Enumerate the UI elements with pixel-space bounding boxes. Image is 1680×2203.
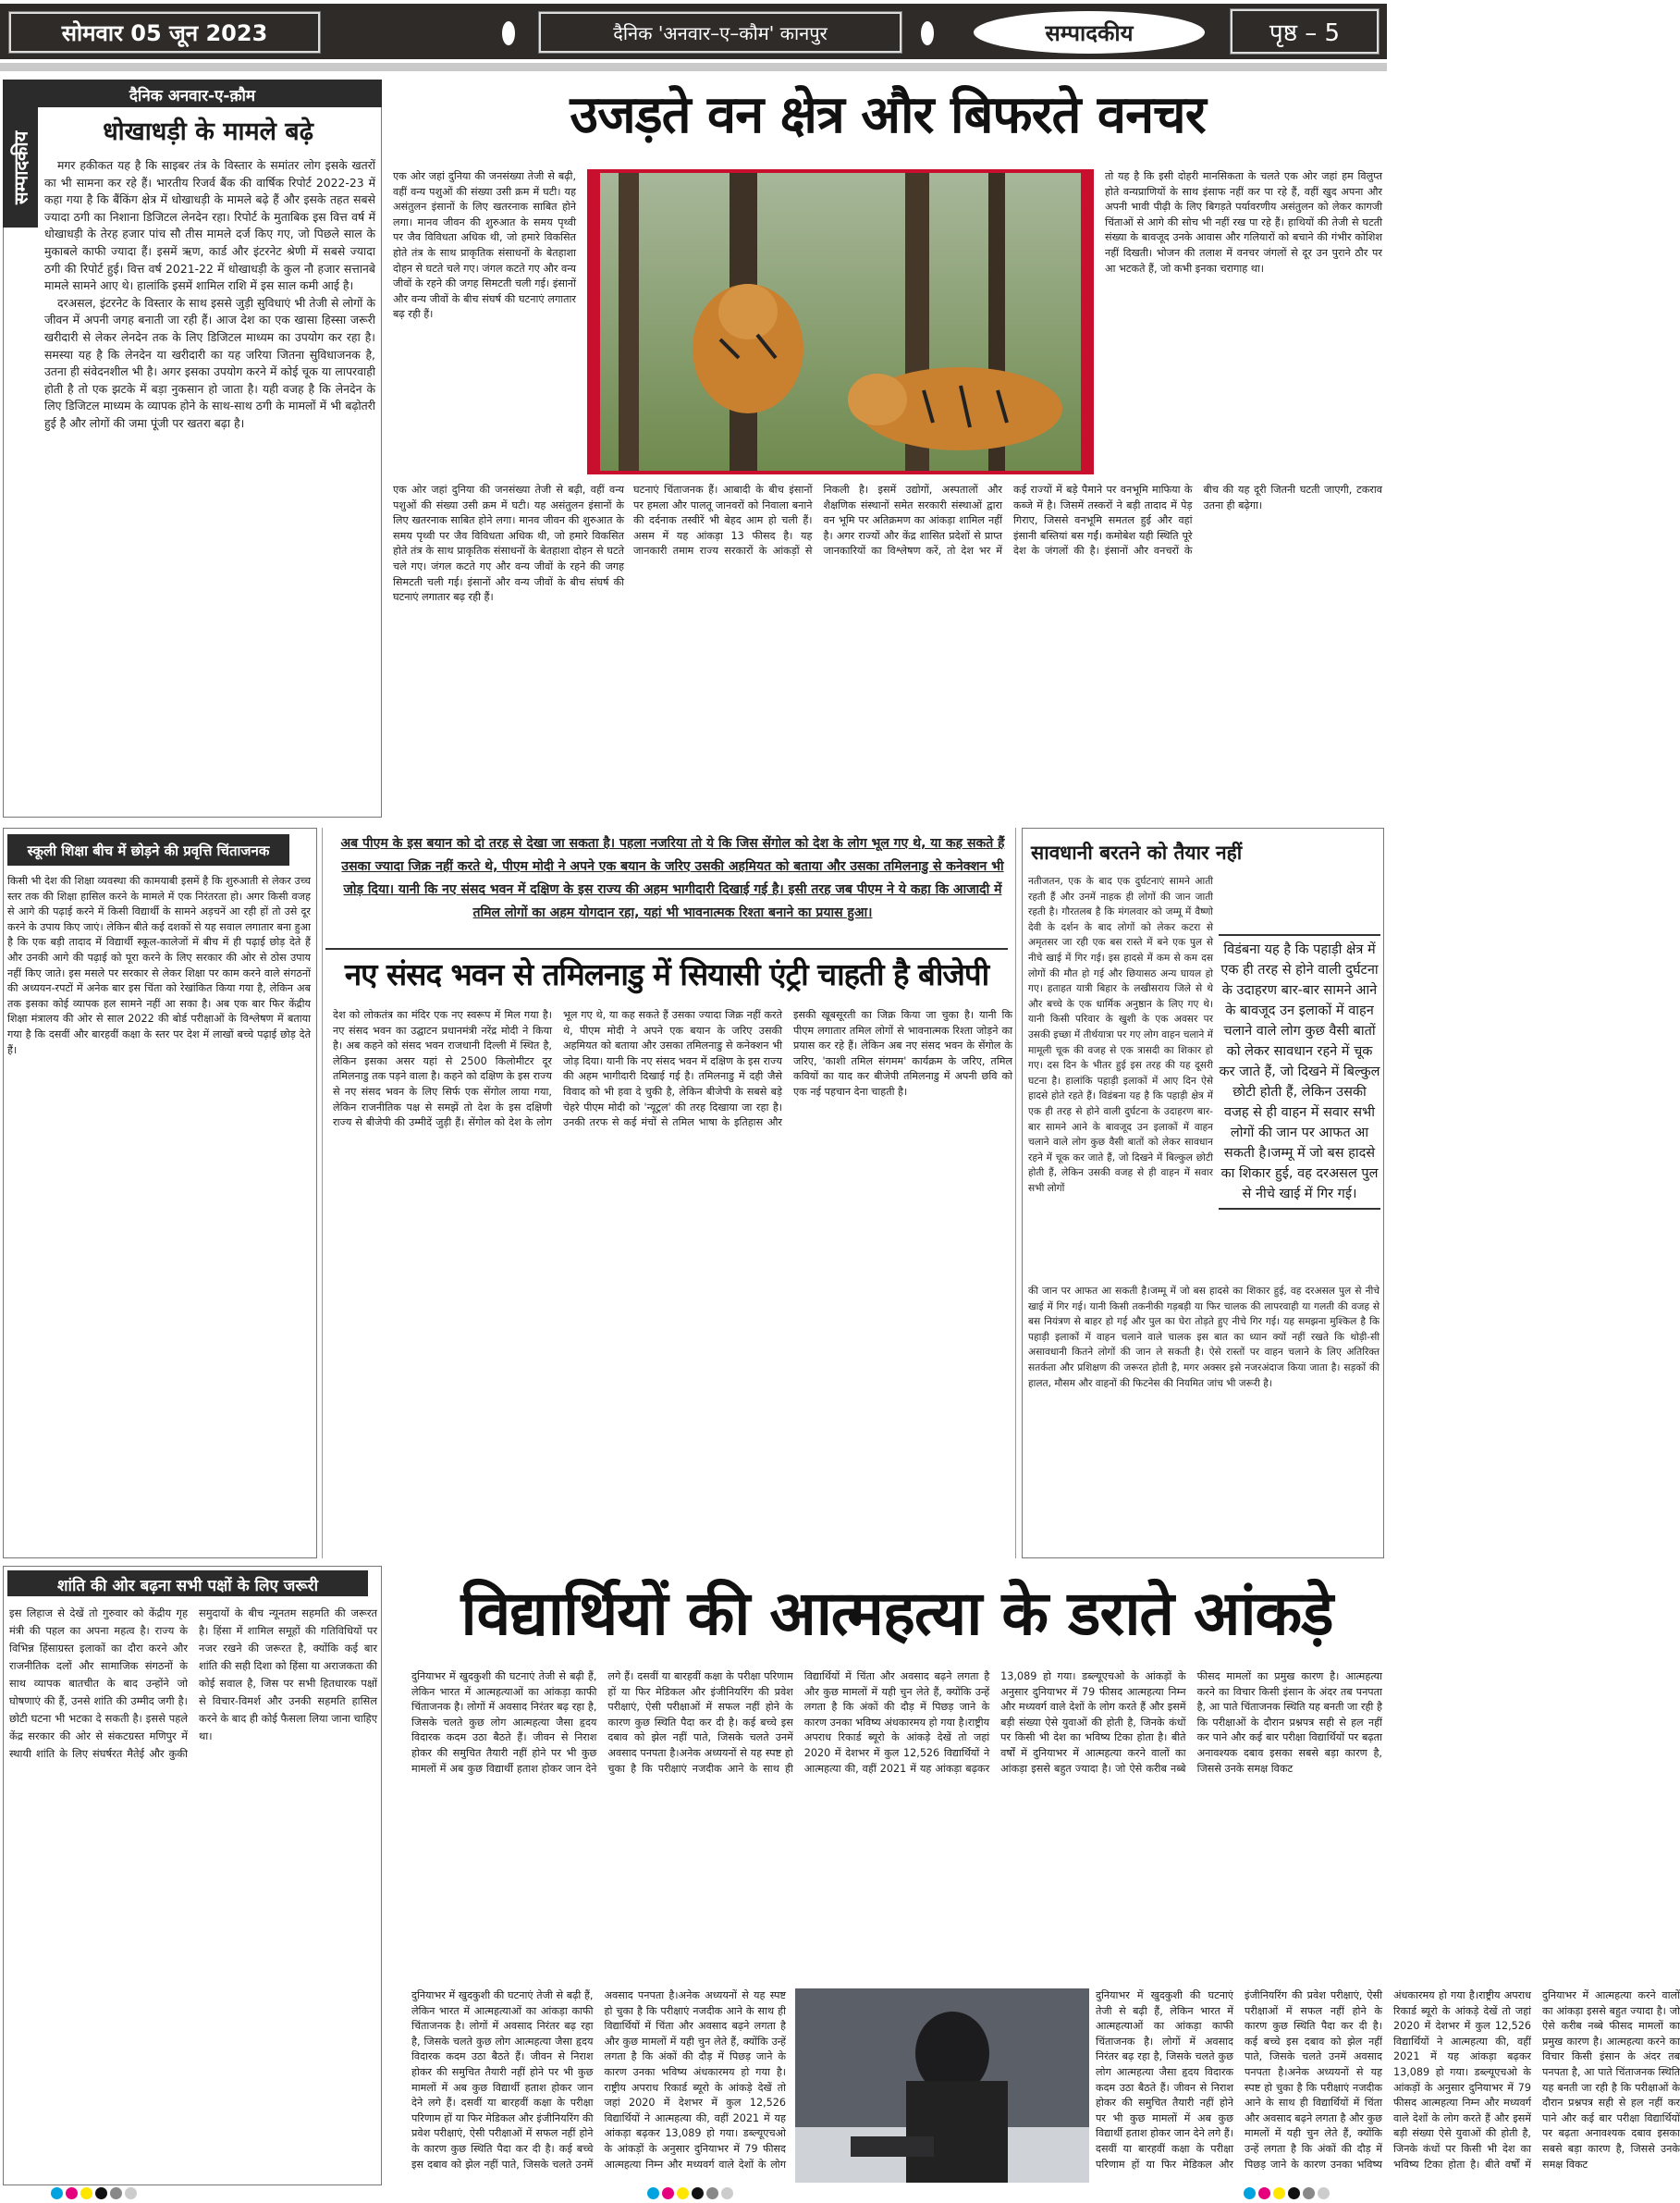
divider-strip [0, 63, 1387, 71]
forest-lower-columns: घटनाएं चिंताजनक हैं। आबादी के बीच इंसानों पर हमला और पालतू जानवरों को निवाला बनाने की दर्दनाक तस्वीरें भी बेहद आम हो चली हैं। असम में यह आंकड़ा 13 फीसद है। यह जानकारी तमाम राज्य सरकारों के आंकड़ों से निकली है। इसमें उद्योगों, अस्पतालों और शैक्षणिक संस्थानों समेत सरकारी संस्थाओं द्वारा वन भूमि पर अतिक्रमण का आंकड़ा शामिल नहीं है। अगर राज्यों और केंद्र शासित प्रदेशों से प्राप्त जानकारियों का विश्लेषण करें, तो देश भर में कई राज्यों में बड़े पैमाने पर वनभूमि माफिया के कब्जे में है। जिसमें तस्करों ने बड़ी तादाद में पेड़ गिराए, जिससे वनभूमि समतल हुई और वहां इंसानी बस्तियां बस गईं। कमोबेश यही स्थिति पूरे देश के जंगलों की है। इंसानों और वनचरों के बीच की यह दूरी जितनी घटती जाएगी, टकराव उतना ही बढ़ेगा। [633, 484, 1382, 558]
color-registration-marks [1244, 2187, 1330, 2199]
caution-pullquote: विडंबना यह है कि पहाड़ी क्षेत्र में एक ही तरह से होने वाली दुर्घटना के उदाहरण बार-बार सामने आने के बावजूद उन इलाकों में वाहन चलाने वाले लोग कुछ वैसी बातों को लेकर सावधान रहने में चूक कर जाते हैं, जो दिखने में बिल्कुल छोटी होती हैं, लेकिन उसकी वजह से ही वाहन में सवार सभी लोगों की जान पर आफत आ सकती है।जम्मू में जो बस हादसे का शिकार हुई, वह दरअसल पुल से नीचे खाई में गिर गई। [1219, 934, 1380, 1210]
caution-body-1: नतीजतन, एक के बाद एक दुर्घटनाएं सामने आती रहती हैं और उनमें नाहक ही लोगों की जान जाती रहती है। गौरतलब है कि मंगलवार को जम्मू में वैष्णो देवी के दर्शन के बाद लोगों को लेकर कटरा से अमृतसर जा रही एक बस रास्ते में बने एक पुल से नीचे खाई में गिर गई। इस हादसे में कम से कम दस लोगों की मौत हो गई और छियासठ अन्य घायल हो गए। हताहत यात्री बिहार के लखीसराय जिले से थे और बच्चे के एक धार्मिक अनुष्ठान के लिए गए थे। यानी किसी परिवार के खुशी के एक अवसर पर उसकी इच्छा में तीर्थयात्रा पर गए लोग वाहन चलाने में मामूली चूक की वजह से एक त्रासदी का शिकार हो गए। दस दिन के भीतर हुई इस तरह की यह दूसरी घटना है। हालांकि पहाड़ी इलाकों में आए दिन ऐसे हादसे होते रहते हैं। विडंबना यह है कि पहाड़ी क्षेत्र में एक ही तरह से होने वाली दुर्घटना के उदाहरण बार-बार सामने आने के बावजूद उन इलाकों में वाहन चलाने वाले लोग कुछ वैसी बातों को लेकर सावधान रहने में चूक कर जाते हैं, जो दिखने में बिल्कुल छोटी होती हैं, लेकिन उसकी वजह से ही वाहन में सवार सभी लोगों [1028, 876, 1213, 1194]
editorial-side-label: सम्पादकीय [3, 107, 38, 228]
section-label: सम्पादकीय [974, 11, 1205, 54]
paper-name-box: दैनिक 'अनवार–ए–कौम' कानपुर [539, 12, 901, 53]
suicide-headline: विद्यार्थियों की आत्महत्या के डराते आंकड़े [460, 1578, 1333, 1649]
peace-body: इस लिहाज से देखें तो गुरुवार को केंद्रीय गृह मंत्री की पहल का अपना महत्व है। राज्य के विभिन्न हिंसाग्रस्त इलाकों का दौरा करने और राजनीतिक दलों और सामाजिक संगठनों के साथ व्यापक बातचीत के बाद उन्होंने जो घोषणाएं की हैं, उनसे शांति की उम्मीद जगी है। छोटी घटना भी भटका दे सकती है। इससे पहले केंद्र सरकार की ओर से संकटग्रस्त मणिपुर में स्थायी शांति के लिए संघर्षरत मैतेई और कुकी समुदायों के बीच न्यूनतम सहमति की जरूरत है। हिंसा में शामिल समूहों की गतिविधियों पर नजर रखने की जरूरत है, क्योंकि कई बार शांति की सही दिशा को हिंसा या अराजकता की कोई सवाल है, जिस पर सभी हितधारक पक्षों से विचार-विमर्श और उनकी सहमति हासिल करने के बाद ही कोई फैसला लिया जाना चाहिए था। [9, 1606, 377, 1760]
color-registration-marks [51, 2187, 137, 2199]
ornament-dot [921, 21, 934, 45]
editorial-title: धोखाधड़ी के मामले बढ़े [103, 117, 313, 146]
forest-col-lower-1: एक ओर जहां दुनिया की जनसंख्या तेजी से बढ़ी, वहीं वन्य पशुओं की संख्या उसी क्रम में घटी। यह असंतुलन इंसानों के लिए खतरनाक साबित होने लगा। मानव जीवन की शुरुआत के समय पृथ्वी पर जैव विविधता अधिक थी, जो हमारे विकसित होते तंत्र के साथ प्राकृतिक संसाधनों के बेतहाशा दोहन से घटते चले गए। जंगल कटते गए और वन्य जीवों के रहने की जगह सिमटती चली गई। इंसानों और वन्य जीवों के बीच संघर्ष की घटनाएं लगातार बढ़ रही हैं। [393, 484, 624, 604]
page-number-box: पृष्ठ – 5 [1231, 9, 1379, 54]
student-photo [795, 1988, 1089, 2183]
school-title: स्कूली शिक्षा बीच में छोड़ने की प्रवृत्ति चिंताजनक [7, 834, 289, 866]
color-registration-marks [647, 2187, 733, 2199]
suicide-body-lower-left: दुनियाभर में खुदकुशी की घटनाएं तेजी से बढ़ी हैं, लेकिन भारत में आत्महत्याओं का आंकड़ा काफी चिंताजनक है। लोगों में अवसाद निरंतर बढ़ रहा है, जिसके चलते कुछ लोग आत्महत्या जैसा हृदय विदारक कदम उठा बैठते हैं। जीवन से निराश होकर की समुचित तैयारी नहीं होने पर भी कुछ मामलों में अब कुछ विद्यार्थी हताश होकर जान देने लगे हैं। दसवीं या बारहवीं कक्षा के परीक्षा परिणाम हों या फिर मेडिकल और इंजीनियरिंग की प्रवेश परीक्षाएं, ऐसी परीक्षाओं में सफल नहीं होने के कारण कुछ स्थिति पैदा कर दी है। कई बच्चे इस दबाव को झेल नहीं पाते, जिसके चलते उनमें अवसाद पनपता है।अनेक अध्ययनों से यह स्पष्ट हो चुका है कि परीक्षाएं नजदीक आने के साथ ही विद्यार्थियों में चिंता और अवसाद बढ़ने लगता है और कुछ मामलों में यही चुन लेते हैं, क्योंकि उन्हें लगता है कि अंकों की दौड़ में पिछड़ जाने के कारण उनका भविष्य अंधकारमय हो गया है।राष्ट्रीय अपराध रिकार्ड ब्यूरो के आंकड़े देखें तो जहां 2020 में देशभर में कुल 12,526 विद्यार्थियों ने आत्महत्या की, वहीं 2021 में यह आंकड़ा बढ़कर 13,089 हो गया। डब्ल्यूएचओ के आंकड़ों के अनुसार दुनियाभर में 79 फीसद आत्महत्या निम्न और मध्यवर्ग वाले देशों के लोग [411, 1989, 786, 2171]
peace-title: शांति की ओर बढ़ना सभी पक्षों के लिए जरूरी [7, 1570, 368, 1596]
date-box: सोमवार 05 जून 2023 [9, 12, 320, 53]
editorial-body: मगर हकीकत यह है कि साइबर तंत्र के विस्तार के समांतर लोग इसके खतरों का भी सामना कर रहे हैं। भारतीय रिजर्व बैंक की वार्षिक रिपोर्ट 2022-23 में कहा गया है कि बैंकिंग क्षेत्र में धोखाधड़ी के मामले बढ़े हैं और इसके तहत सबसे ज्यादा ठगी का निशाना डिजिटल लेनदेन रहा। रिपोर्ट के मुताबिक इस वित्त वर्ष में धोखाधड़ी के तेरह हजार पांच सौ तीस मामले दर्ज किए गए, जो पिछले साल के मुकाबले काफी ज्यादा हैं। इसमें ऋण, कार्ड और इंटरनेट श्रेणी में सबसे ज्यादा ठगी की रिपोर्ट हुई। वित्त वर्ष 2021-22 में धोखाधड़ी के कुल नौ हजार सत्तानबे मामले सामने आए थे। हालांकि इसमें शामिल राशि में इस साल कमी आई है। दरअसल, इंटरनेट के विस्तार के साथ इससे जुड़ी सुविधाएं भी तेजी से लोगों के जीवन में अपनी जगह बनाती जा रही हैं। आज देश का एक खासा हिस्सा जरूरी खरीदारी से लेकर लेनदेन तक के लिए डिजिटल माध्यम का उपयोग कर रहा है। समस्या यह है कि लेनदेन या खरीदारी का यह जरिया जितना सुविधाजनक है, उतना ही संवेदनशील भी है। अगर इसका उपयोग करने में कोई चूक या लापरवाही होती है तो एक झटके में बड़ा नुकसान हो जाता है। यही वजह है कि लेनदेन के लिए डिजिटल माध्यम के व्यापक होने के साथ-साथ ठगी के मामलों में भी बढ़ोतरी हुई है और लोगों की जमा पूंजी पर खतरा बढ़ा है। [44, 158, 375, 430]
ornament-dot [502, 21, 515, 45]
tamil-headline: नए संसद भवन से तमिलनाडु में सियासी एंट्री चाहती है बीजेपी [344, 956, 989, 992]
caution-title: सावधानी बरतने को तैयार नहीं [1031, 842, 1243, 864]
tiger-photo [600, 173, 1081, 471]
forest-headline: उजड़ते वन क्षेत्र और बिफरते वनचर [570, 85, 1206, 145]
tamil-pullquote: अब पीएम के इस बयान को दो तरह से देखा जा सकता है। पहला नजरिया तो ये कि जिस सेंगोल को देश के लोग भूल गए थे, या कह सकते हैं उसका ज्यादा जिक्र नहीं करते थे, पीएम मोदी ने अपने एक बयान के जरिए उसकी अहमियत को बताया और उसका तमिलनाडु से कनेक्शन भी जोड़ दिया। यानी कि नए संसद भवन में दक्षिण के इस राज्य की अहम भागीदारी दिखाई गई है। इसी तरह जब पीएम ने ये कहा कि आजादी में तमिल लोगों का अहम योगदान रहा, यहां भी भावनात्मक रिश्ता बनाने का प्रयास हुआ। [340, 836, 1005, 920]
school-body: किसी भी देश की शिक्षा व्यवस्था की कामयाबी इसमें है कि शुरुआती से लेकर उच्च स्तर तक की शिक्षा हासिल करने के मामले में एक निरंतरता हो। अगर किसी वजह से आगे की पढ़ाई करने में किसी विद्यार्थी के सामने अड़चनें आ रही हों तो उसे दूर करने के उपाय किए जाएं। लेकिन बीते कई दशकों से यह सवाल लगातार बना हुआ है कि एक बड़ी तादाद में विद्यार्थी स्कूल-कालेजों में बीच में ही पढ़ाई छोड़ देते हैं और उनकी आगे की पढ़ाई को पूरा करने के लिए सरकार की ओर से ठोस उपाय नहीं किए जाते। इस मसले पर सरकार से लेकर शिक्षा पर काम करने वाले संगठनों की अध्ययन-रपटों में अनेक बार इस चिंता को रेखांकित किया गया है, लेकिन अब तक इसका कोई व्यापक हल सामने नहीं आ सका है। अब एक बार फिर केंद्रीय शिक्षा मंत्रालय की ओर से साल 2022 की बोर्ड परीक्षाओं के विश्लेषण में बताया गया है कि दसवीं और बारहवीं कक्षा के स्तर पर देश में लाखों बच्चे पढ़ाई छोड़ देते हैं। [7, 875, 311, 1056]
divider [325, 948, 1008, 950]
suicide-body: दुनियाभर में खुदकुशी की घटनाएं तेजी से बढ़ी हैं, लेकिन भारत में आत्महत्याओं का आंकड़ा काफी चिंताजनक है। लोगों में अवसाद निरंतर बढ़ रहा है, जिसके चलते कुछ लोग आत्महत्या जैसा हृदय विदारक कदम उठा बैठते हैं। जीवन से निराश होकर की समुचित तैयारी नहीं होने पर भी कुछ मामलों में अब कुछ विद्यार्थी हताश होकर जान देने लगे हैं। दसवीं या बारहवीं कक्षा के परीक्षा परिणाम हों या फिर मेडिकल और इंजीनियरिंग की प्रवेश परीक्षाएं, ऐसी परीक्षाओं में सफल नहीं होने के कारण कुछ स्थिति पैदा कर दी है। कई बच्चे इस दबाव को झेल नहीं पाते, जिसके चलते उनमें अवसाद पनपता है।अनेक अध्ययनों से यह स्पष्ट हो चुका है कि परीक्षाएं नजदीक आने के साथ ही विद्यार्थियों में चिंता और अवसाद बढ़ने लगता है और कुछ मामलों में यही चुन लेते हैं, क्योंकि उन्हें लगता है कि अंकों की दौड़ में पिछड़ जाने के कारण उनका भविष्य अंधकारमय हो गया है।राष्ट्रीय अपराध रिकार्ड ब्यूरो के आंकड़े देखें तो जहां 2020 में देशभर में कुल 12,526 विद्यार्थियों ने आत्महत्या की, वहीं 2021 में यह आंकड़ा बढ़कर 13,089 हो गया। डब्ल्यूएचओ के आंकड़ों के अनुसार दुनियाभर में 79 फीसद आत्महत्या निम्न और मध्यवर्ग वाले देशों के लोग करते हैं और इसमें बड़ी संख्या ऐसे युवाओं की होती है, जिनके कंधों पर किसी भी देश का भविष्य टिका होता है। बीते वर्षों में दुनियाभर में आत्महत्या करने वालों का आंकड़ा इससे बहुत ज्यादा है। जो ऐसे करीब नब्बे फीसद मामलों का प्रमुख कारण है। आत्महत्या करने का विचार किसी इंसान के अंदर तब पनपता है, आ पाते चिंताजनक स्थिति यह बनती जा रही है कि परीक्षाओं के दौरान प्रश्नपत्र सही से हल नहीं कर पाने और कई बार परीक्षा विद्यार्थियों पर बढ़ता अनावश्यक दबाव इसका सबसे बड़ा कारण है, जिससे उनके समक्ष विकट [411, 1670, 1382, 1775]
forest-col-3: तो यह है कि इसी दोहरी मानसिकता के चलते एक ओर जहां हम विलुप्त होते वन्यप्राणियों के साथ इंसाफ नहीं कर पा रहे हैं, वहीं खुद अपना और अपनी भावी पीढ़ी के लिए बिगड़ते पर्यावरणीय असंतुलन को लेकर कागजी चिंताओं से आगे की सोच भी नहीं रख पा रहे हैं। हाथियों की तेजी से घटती संख्या के बावजूद उनके आवास और गलियारों को बचाने की गंभीर कोशिश नहीं दिखती। भोजन की तलाश में वनचर जंगलों से दूर उन पुराने ठौर पर आ भटकते हैं, जो कभी इनका चरागाह था। [1105, 170, 1382, 275]
editorial-paper-tag: दैनिक अनवार-ए-क़ौम [3, 80, 382, 107]
student-photo-illustration [795, 1988, 1089, 2183]
suicide-body-lower-right: दुनियाभर में खुदकुशी की घटनाएं तेजी से बढ़ी हैं, लेकिन भारत में आत्महत्याओं का आंकड़ा काफी चिंताजनक है। लोगों में अवसाद निरंतर बढ़ रहा है, जिसके चलते कुछ लोग आत्महत्या जैसा हृदय विदारक कदम उठा बैठते हैं। जीवन से निराश होकर की समुचित तैयारी नहीं होने पर भी कुछ मामलों में अब कुछ विद्यार्थी हताश होकर जान देने लगे हैं। दसवीं या बारहवीं कक्षा के परीक्षा परिणाम हों या फिर मेडिकल और इंजीनियरिंग की प्रवेश परीक्षाएं, ऐसी परीक्षाओं में सफल नहीं होने के कारण कुछ स्थिति पैदा कर दी है। कई बच्चे इस दबाव को झेल नहीं पाते, जिसके चलते उनमें अवसाद पनपता है।अनेक अध्ययनों से यह स्पष्ट हो चुका है कि परीक्षाएं नजदीक आने के साथ ही विद्यार्थियों में चिंता और अवसाद बढ़ने लगता है और कुछ मामलों में यही चुन लेते हैं, क्योंकि उन्हें लगता है कि अंकों की दौड़ में पिछड़ जाने के कारण उनका भविष्य अंधकारमय हो गया है।राष्ट्रीय अपराध रिकार्ड ब्यूरो के आंकड़े देखें तो जहां 2020 में देशभर में कुल 12,526 विद्यार्थियों ने आत्महत्या की, वहीं 2021 में यह आंकड़ा बढ़कर 13,089 हो गया। डब्ल्यूएचओ के आंकड़ों के अनुसार दुनियाभर में 79 फीसद आत्महत्या निम्न और मध्यवर्ग वाले देशों के लोग करते हैं और इसमें बड़ी संख्या ऐसे युवाओं की होती है, जिनके कंधों पर किसी भी देश का भविष्य टिका होता है। बीते वर्षों में दुनियाभर में आत्महत्या करने वालों का आंकड़ा इससे बहुत ज्यादा है। जो ऐसे करीब नब्बे फीसद मामलों का प्रमुख कारण है। आत्महत्या करने का विचार किसी इंसान के अंदर तब पनपता है, आ पाते चिंताजनक स्थिति यह बनती जा रही है कि परीक्षाओं के दौरान प्रश्नपत्र सही से हल नहीं कर पाने और कई बार परीक्षा विद्यार्थियों पर बढ़ता अनावश्यक दबाव इसका सबसे बड़ा कारण है, जिससे उनके समक्ष विकट [1096, 1989, 1680, 2171]
tiger-photo-frame [587, 169, 1094, 474]
caution-body-2: की जान पर आफत आ सकती है।जम्मू में जो बस हादसे का शिकार हुई, वह दरअसल पुल से नीचे खाई में गिर गई। यानी किसी तकनीकी गड़बड़ी या फिर चालक की लापरवाही या गलती की वजह से बस नियंत्रण से बाहर हो गई और पुल का घेरा तोड़ते हुए नीचे गिर गई। यह समझना मुश्किल है कि पहाड़ी इलाकों में वाहन चलाने वाले चालक इस बात का ध्यान क्यों नहीं रखते कि थोड़ी-सी असावधानी कितने लोगों की जान ले सकती है। ऐसे रास्तों पर वाहन चलाने के लिए अतिरिक्त सतर्कता और प्रशिक्षण की जरूरत होती है, मगर अक्सर इसे नजरअंदाज किया जाता है। सड़कों की हालत, मौसम और वाहनों की फिटनेस की नियमित जांच भी जरूरी है। [1028, 1286, 1380, 1389]
forest-col-1: एक ओर जहां दुनिया की जनसंख्या तेजी से बढ़ी, वहीं वन्य पशुओं की संख्या उसी क्रम में घटी। यह असंतुलन इंसानों के लिए खतरनाक साबित होने लगा। मानव जीवन की शुरुआत के समय पृथ्वी पर जैव विविधता अधिक थी, जो हमारे विकसित होते तंत्र के साथ प्राकृतिक संसाधनों के बेतहाशा दोहन से घटते चले गए। जंगल कटते गए और वन्य जीवों के रहने की जगह सिमटती चली गई। इंसानों और वन्य जीवों के बीच संघर्ष की घटनाएं लगातार बढ़ रही हैं। [393, 170, 576, 321]
tamil-body: देश को लोकतंत्र का मंदिर एक नए स्वरूप में मिल गया है। नए संसद भवन का उद्घाटन प्रधानमंत्री नरेंद्र मोदी ने किया है। अब कहने को संसद भवन राजधानी दिल्ली में स्थित है, लेकिन इसका असर यहां से 2500 किलोमीटर दूर तमिलनाडु तक पड़ने वाला है। कहने को दक्षिण के इस राज्य से नए संसद भवन के लिए सिर्फ एक सेंगोल लाया गया, लेकिन राजनीतिक पक्ष से समझें तो देश के इस दक्षिणी राज्य से बीजेपी की उम्मीदें जुड़ी हैं। सेंगोल को देश के लोग भूल गए थे, या कह सकते हैं उसका ज्यादा जिक्र नहीं करते थे, पीएम मोदी ने अपने एक बयान के जरिए उसकी अहमियत को बताया और उसका तमिलनाडु से कनेक्शन भी जोड़ दिया। यानी कि नए संसद भवन में दक्षिण के इस राज्य की अहम भागीदारी दिखाई गई है। तमिलनाडु में दही जैसे विवाद को भी हवा दे चुकी है, लेकिन बीजेपी के सबसे बड़े चेहरे पीएम मोदी को 'न्यूट्रल' की तरह दिखाया जा रहा है। उनकी तरफ से कई मंचों से तमिल भाषा के इतिहास और इसकी खूबसूरती का जिक्र किया जा चुका है। यानी कि पीएम लगातार तमिल लोगों से भावनात्मक रिश्ता जोड़ने का प्रयास कर रहे हैं। लेकिन अब नए संसद भवन के सेंगोल के जरिए, 'काशी तमिल संगमम' कार्यक्रम के जरिए, तमिल कवियों का याद कर बीजेपी तमिलनाडु में अपनी छवि को एक नई पहचान देना चाहती है। [333, 1009, 1012, 1129]
